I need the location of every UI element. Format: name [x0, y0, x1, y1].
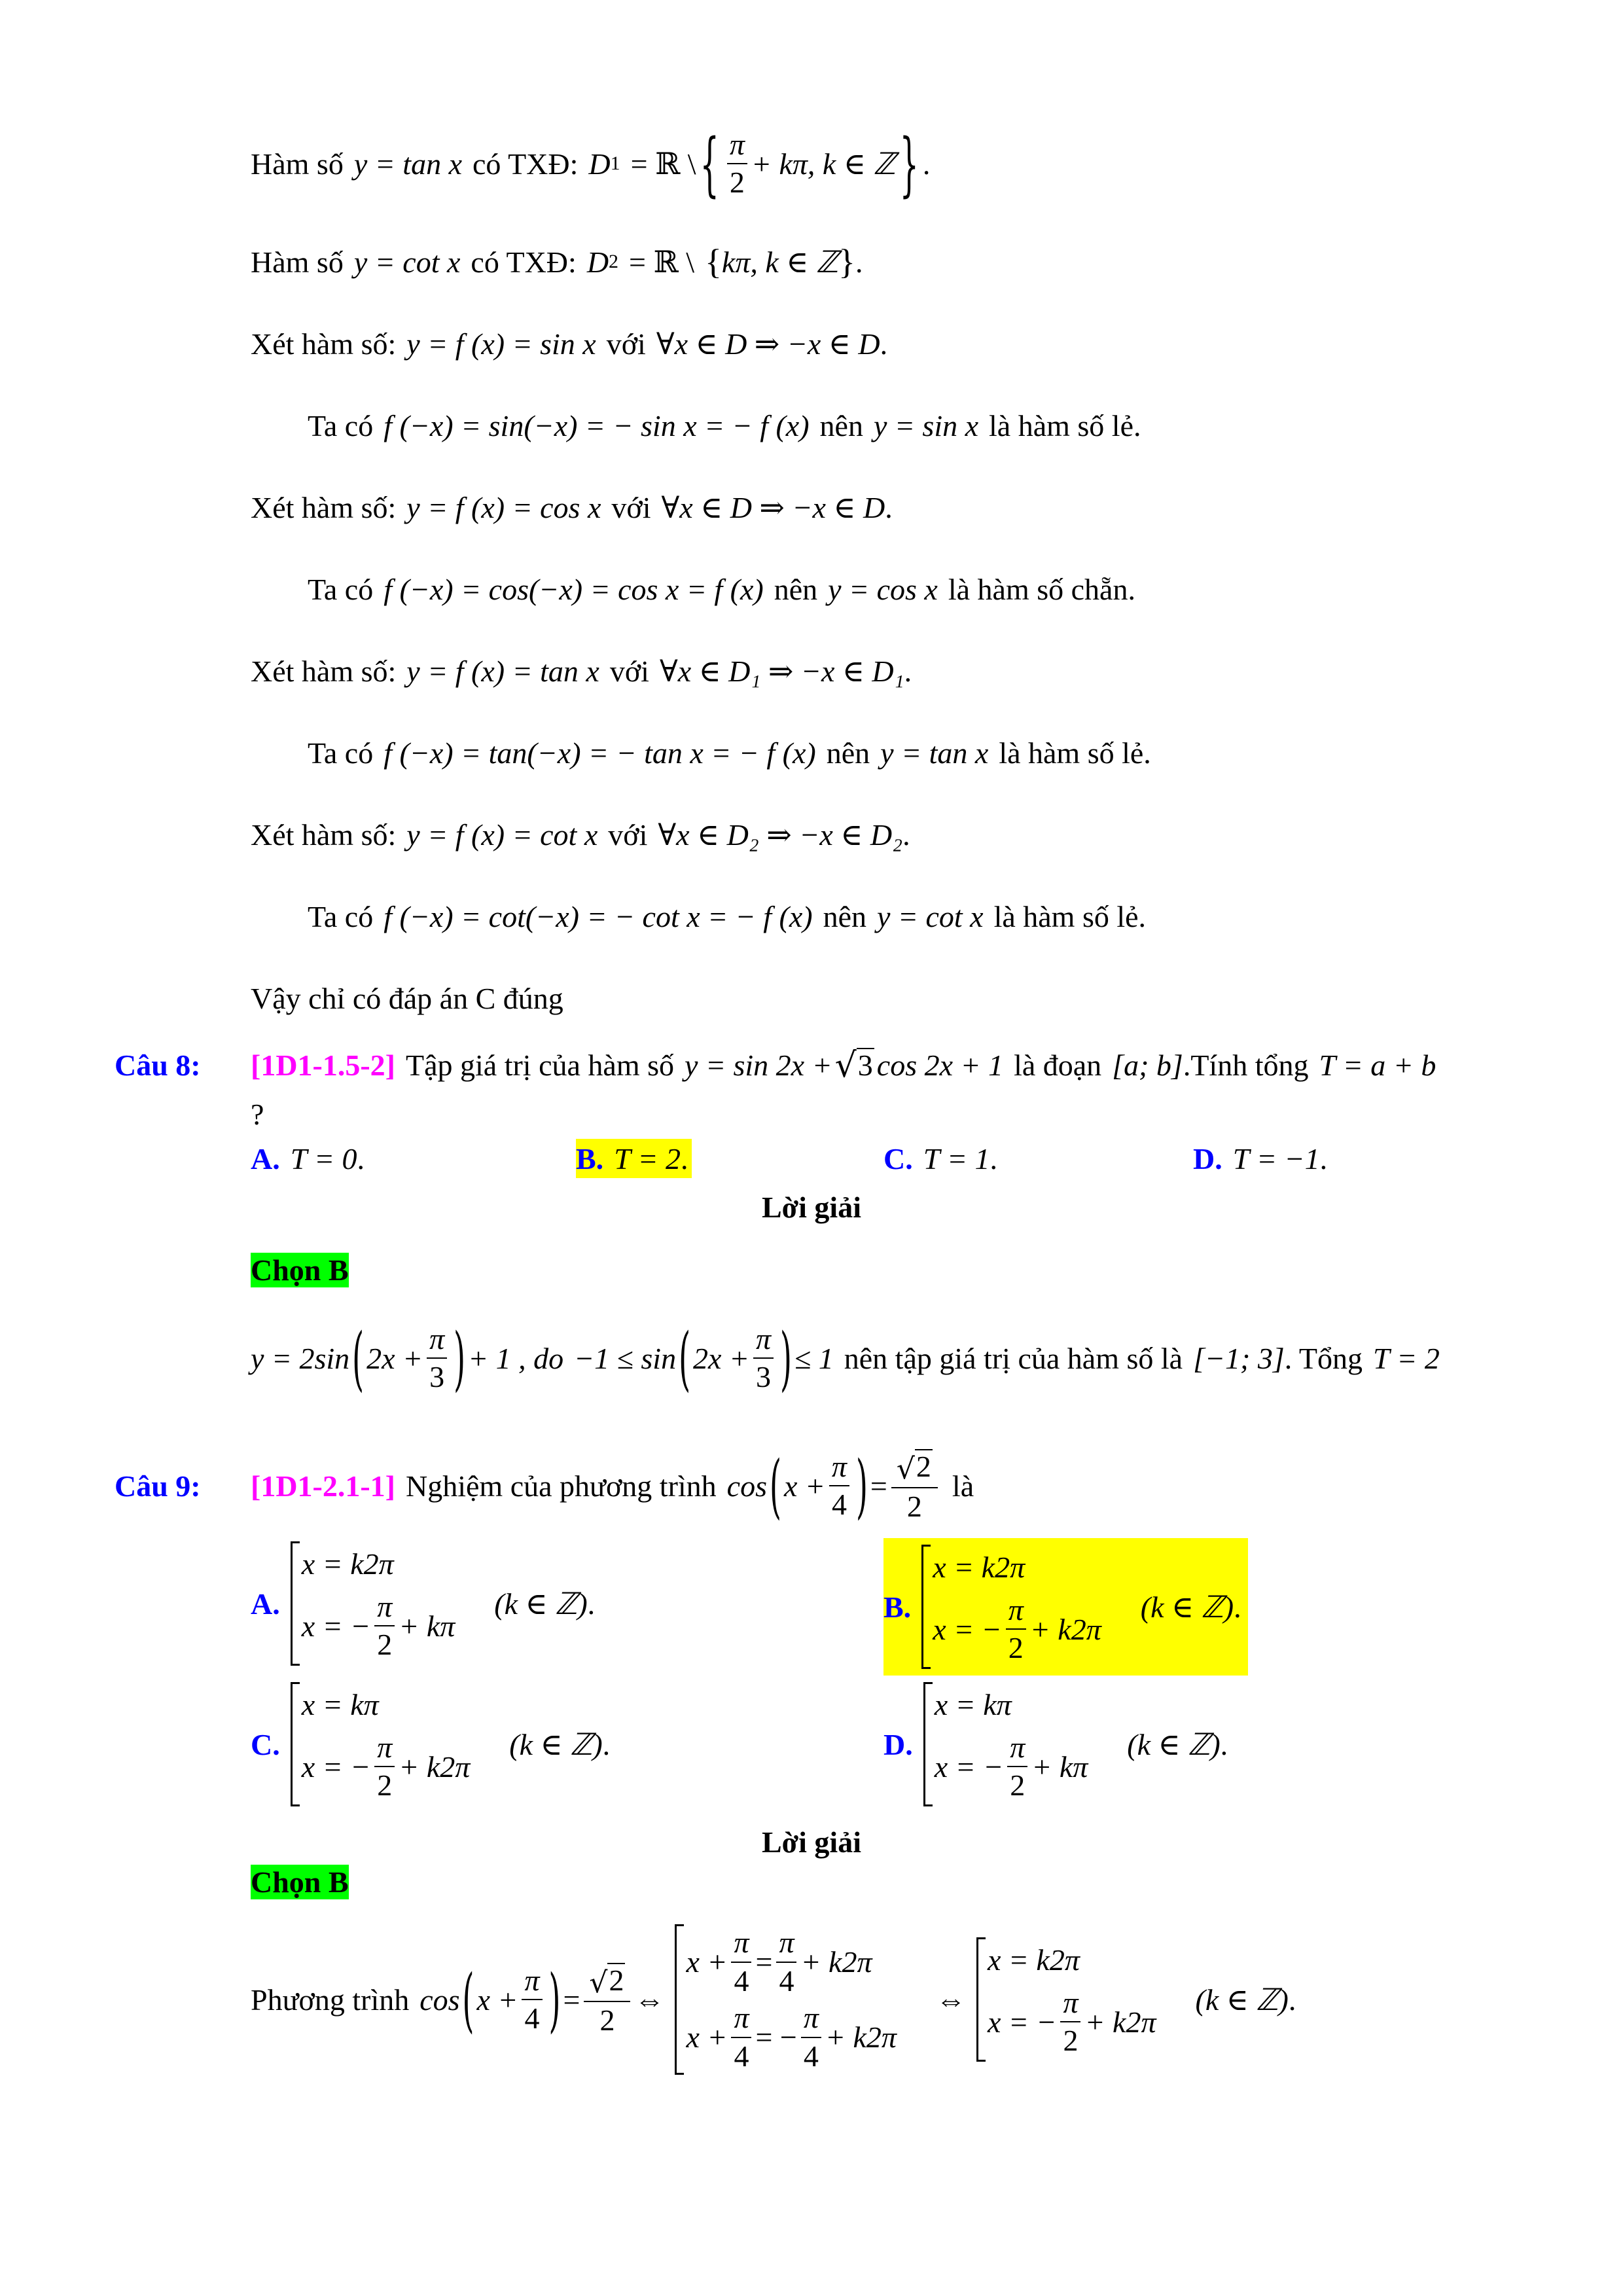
math-text: ?: [251, 1097, 264, 1131]
math-text: π: [374, 1732, 395, 1767]
math-text: π: [753, 1323, 774, 1359]
math-text: x = −: [934, 1749, 1004, 1784]
math-text: 2: [916, 1449, 931, 1483]
math-text: ⇔: [935, 1982, 966, 2017]
math-text: x = kπ: [934, 1687, 1012, 1721]
math-text: f (−x) = sin(−x) = − sin x = − f (x): [383, 408, 810, 442]
math-text: π: [731, 1927, 751, 1962]
parity-tan-result: [308, 730, 1151, 776]
fraction: [1060, 1987, 1080, 2057]
math-text: Xét hàm số:: [251, 490, 397, 524]
q8-solution-line: [251, 1319, 1440, 1397]
text: có TXĐ:: [472, 147, 579, 181]
parity-tan-line: [251, 648, 912, 694]
q9-label: [115, 1446, 201, 1525]
subscript: 1: [610, 152, 620, 174]
brace-close: }: [838, 242, 856, 281]
text: Hàm số: [251, 147, 344, 181]
q8-stem: [251, 1041, 1436, 1090]
math-text: với: [608, 817, 648, 852]
parenthesis: (: [352, 1317, 365, 1399]
math-text: x = −: [987, 2005, 1057, 2039]
math-text: (k ∈ ℤ): [1140, 1590, 1234, 1624]
brace-close: }: [899, 122, 919, 205]
math-text: x = k2π: [987, 1943, 1080, 1977]
math-text: 2x +: [693, 1341, 749, 1375]
math-text: .: [1220, 1727, 1228, 1761]
fraction: [1007, 1732, 1027, 1802]
math: = ℝ \: [630, 147, 696, 181]
math-text: [1D1-1.5-2]: [251, 1049, 395, 1082]
math-text: + 1 , do: [468, 1341, 564, 1375]
math-text: 4: [734, 2039, 749, 2073]
q9-solution-title: Lời giải: [762, 1825, 861, 1859]
fraction: [374, 1732, 395, 1802]
math-text: =: [870, 1469, 887, 1503]
text: Hàm số: [251, 245, 344, 279]
math-text: cos: [726, 1469, 767, 1503]
equation-system: [291, 1541, 455, 1666]
math-text: C.: [883, 1141, 913, 1175]
math-text: Ta có: [308, 899, 374, 933]
math-text: .: [902, 817, 910, 852]
math-text: 3: [857, 1049, 873, 1083]
math-text: + k2π: [825, 2020, 897, 2054]
math-text: T = 1: [923, 1141, 990, 1175]
parenthesis: (: [679, 1317, 691, 1399]
parenthesis: ): [548, 1958, 561, 2041]
math-text: 2: [377, 1628, 393, 1662]
math-text: 4: [734, 1964, 749, 1998]
math-text: y = f (x) = tan x: [406, 654, 599, 688]
parity-cot-line: [251, 812, 910, 857]
fraction: [727, 129, 747, 199]
fraction: [584, 1963, 630, 2036]
math-text: x = −: [301, 1749, 371, 1784]
math-text: [−1; 3]: [1193, 1341, 1285, 1375]
math-text: π: [374, 1591, 395, 1626]
q9-option-b-correct[interactable]: [883, 1538, 1248, 1676]
q9-solution-line: [251, 1921, 1296, 2078]
math: kπ, k ∈ ℤ: [721, 245, 839, 279]
fraction: [1006, 1594, 1026, 1664]
math-text: 4: [524, 2001, 540, 2035]
math-text: 2: [609, 1963, 624, 1997]
math-text: Câu 8:: [115, 1049, 201, 1082]
math-text: y = cos x: [828, 572, 938, 606]
math-text: cos: [419, 1982, 460, 2017]
math-text: với: [611, 490, 651, 524]
math-text: x = −: [933, 1612, 1002, 1646]
math-text: Vậy chỉ có đáp án C đúng: [251, 981, 563, 1015]
math-text: 3: [429, 1360, 445, 1393]
math-text: nên tập giá trị của hàm số là: [844, 1341, 1183, 1375]
math-text: + kπ: [1031, 1749, 1088, 1784]
q9-stem: [251, 1446, 974, 1525]
math-text: 2: [906, 1489, 922, 1523]
math-text: A.: [251, 1587, 280, 1621]
math-text: = −: [755, 2020, 797, 2054]
parenthesis: ): [780, 1317, 792, 1399]
math-text: ∀x ∈ D ⇒ −x ∈ D: [661, 491, 885, 524]
math-text: .: [1288, 1982, 1296, 2017]
math-text: π: [1006, 1594, 1026, 1630]
math-text: f (−x) = tan(−x) = − tan x = − f (x): [383, 736, 816, 770]
math-text: 2: [377, 1768, 393, 1803]
math: y = cot x: [353, 245, 461, 279]
math-text: . Tổng: [1284, 1341, 1363, 1375]
math-text: .: [880, 327, 888, 361]
parity-cos-line: [251, 484, 893, 530]
fraction: [522, 1965, 542, 2035]
math-text: Xét hàm số:: [251, 654, 397, 688]
subscript: 2: [609, 251, 619, 272]
math-text: .: [904, 654, 912, 688]
math-text: ∀x ∈ D₁ ⇒ −x ∈ D₁: [659, 655, 904, 688]
equation-system: [291, 1682, 471, 1806]
q8-option-c[interactable]: [883, 1139, 997, 1178]
math: D: [588, 147, 611, 181]
fraction: [801, 2002, 821, 2072]
math-text: D.: [1193, 1141, 1222, 1175]
cot-domain-line: [251, 239, 863, 285]
q8-label: [115, 1041, 201, 1090]
q8-solution-title: Lời giải: [762, 1191, 861, 1224]
fraction: [829, 1451, 849, 1521]
math-text: 4: [803, 2039, 819, 2073]
math-text: [a; b]: [1112, 1049, 1183, 1082]
parity-cot-result: [308, 893, 1146, 939]
math-text: π: [801, 2002, 821, 2037]
math-text: .: [885, 490, 893, 524]
math-text: π: [731, 2002, 751, 2037]
q8-option-d[interactable]: [1193, 1139, 1327, 1178]
math-text: .: [1234, 1590, 1241, 1624]
equation-system: [923, 1682, 1088, 1806]
math-text: T = a + b: [1319, 1049, 1436, 1082]
math-text: 2: [729, 166, 745, 199]
tan-domain-line: [251, 122, 931, 205]
equation-system: [921, 1545, 1101, 1669]
fraction: [776, 1927, 796, 1997]
math-text: B.: [883, 1590, 912, 1624]
parenthesis: (: [770, 1444, 781, 1527]
math-text: π: [1060, 1987, 1080, 2022]
math-text: T = 0: [290, 1141, 357, 1175]
math-text: y = f (x) = sin x: [406, 327, 596, 361]
q9-option-a[interactable]: [251, 1545, 595, 1662]
fraction: [427, 1323, 447, 1393]
math-text: 2: [599, 2003, 615, 2037]
math-text: 2: [1063, 2024, 1079, 2058]
q8-chosen: [251, 1250, 349, 1289]
math-text: (k ∈ ℤ): [1127, 1728, 1221, 1761]
conclusion-line: [251, 975, 563, 1021]
math-text: π: [829, 1451, 849, 1486]
equation-system: [976, 1937, 1156, 2062]
text: .: [922, 147, 931, 181]
math-text: .: [602, 1727, 611, 1761]
math-text: 2x +: [366, 1341, 423, 1375]
math-text: y = f (x) = cot x: [406, 817, 598, 852]
math-text: nên: [774, 572, 818, 606]
math-text: là hàm số lẻ.: [993, 899, 1147, 933]
equation-system: [675, 1924, 896, 2075]
math-text: y = f (x) = cos x: [406, 490, 601, 524]
math-text: nên: [826, 736, 870, 770]
text: .: [855, 245, 863, 279]
math-text: π: [727, 129, 747, 164]
math-text: [1D1-2.1-1]: [251, 1469, 395, 1503]
math-text: Chọn B: [251, 1253, 349, 1287]
math-text: cos 2x + 1: [876, 1049, 1004, 1082]
q8-option-a[interactable]: [251, 1139, 365, 1178]
math-text: .: [680, 1141, 688, 1175]
text: có TXĐ:: [471, 245, 577, 279]
math-text: với: [609, 654, 649, 688]
math-text: + k2π: [800, 1945, 872, 1979]
math-text: T = 2: [614, 1141, 681, 1175]
math-text: D.: [883, 1727, 913, 1761]
parity-cos-result: [308, 566, 1135, 612]
math-text: −1 ≤ sin: [574, 1341, 677, 1375]
math: D: [586, 245, 609, 279]
parenthesis: (: [462, 1958, 474, 2041]
math-text: T = −1: [1232, 1141, 1320, 1175]
math-text: Ta có: [308, 572, 374, 606]
parity-sin-line: [251, 321, 887, 367]
math-text: f (−x) = cos(−x) = cos x = f (x): [383, 572, 764, 606]
math-text: + k2π: [399, 1749, 471, 1784]
math-text: x +: [783, 1469, 825, 1503]
math-text: .: [990, 1141, 998, 1175]
math-text: B.: [576, 1141, 604, 1175]
math-text: Chọn B: [251, 1865, 349, 1899]
math-text: A.: [251, 1141, 280, 1175]
fraction: [891, 1449, 938, 1522]
fraction: [731, 1927, 751, 1997]
math-text: ⇔: [634, 1982, 665, 2017]
math-text: π: [522, 1965, 542, 2000]
math-text: .: [587, 1587, 596, 1621]
q8-qmark: [251, 1094, 264, 1134]
brace-open: {: [705, 242, 722, 281]
sqrt: √ 3: [834, 1045, 873, 1085]
math: y = tan x: [353, 147, 462, 181]
math-text: là hàm số lẻ.: [989, 408, 1141, 442]
math-text: x +: [686, 2020, 728, 2054]
math-text: x = k2π: [301, 1547, 394, 1581]
math-text: 2: [1008, 1631, 1024, 1665]
math-text: Tập giá trị của hàm số: [406, 1049, 675, 1082]
parity-sin-result: [308, 403, 1141, 448]
math-text: Phương trình: [251, 1982, 410, 2017]
math-text: ∀x ∈ D₂ ⇒ −x ∈ D₂: [658, 818, 903, 852]
math-text: x = kπ: [301, 1687, 379, 1721]
math-text: π: [427, 1323, 447, 1359]
math-text: T = 2: [1373, 1341, 1440, 1375]
math-text: là: [952, 1469, 974, 1503]
fraction: [731, 2002, 751, 2072]
math-text: 3: [756, 1360, 772, 1393]
fraction: [374, 1591, 395, 1661]
math-text: nên: [819, 408, 863, 442]
math-text: y = tan x: [880, 736, 989, 770]
math-text: ∀x ∈ D ⇒ −x ∈ D: [656, 327, 880, 361]
math-text: y = sin 2x +: [685, 1049, 832, 1082]
q9-option-d[interactable]: [883, 1685, 1228, 1803]
math-text: .: [1319, 1141, 1328, 1175]
math-text: f (−x) = cot(−x) = − cot x = − f (x): [383, 899, 813, 933]
math-text: y = cot x: [876, 899, 984, 933]
math: + kπ, k ∈ ℤ: [751, 147, 896, 181]
fraction: [753, 1323, 774, 1393]
math-text: y = sin x: [873, 408, 979, 442]
q8-option-b-correct[interactable]: [576, 1139, 692, 1178]
brace-open: {: [700, 122, 719, 205]
math-text: nên: [823, 899, 866, 933]
square-root: √ 2: [589, 1963, 624, 2000]
math-text: x = −: [301, 1609, 371, 1643]
math-text: π: [776, 1927, 796, 1962]
math-text: là hàm số chẵn.: [948, 572, 1135, 606]
parenthesis: ): [454, 1317, 466, 1399]
math-text: là đoạn: [1014, 1049, 1102, 1082]
square-root: √ 2: [896, 1449, 931, 1486]
math-text: + k2π: [1029, 1612, 1101, 1646]
q9-option-c[interactable]: [251, 1685, 610, 1803]
math-text: π: [1007, 1732, 1027, 1767]
math-text: x +: [476, 1982, 518, 2017]
math-text: Xét hàm số:: [251, 817, 397, 852]
math-text: Nghiệm của phương trình: [406, 1469, 717, 1503]
math-text: x = k2π: [933, 1550, 1026, 1584]
math-text: + k2π: [1084, 2005, 1156, 2039]
math-text: (k ∈ ℤ): [1195, 1983, 1289, 2017]
q9-chosen: [251, 1862, 349, 1901]
math-text: y = 2sin: [251, 1341, 350, 1375]
math-text: =: [755, 1945, 773, 1979]
math-text: Ta có: [308, 736, 374, 770]
math-text: Xét hàm số:: [251, 327, 397, 361]
parenthesis: ): [855, 1444, 868, 1527]
math-text: x +: [686, 1945, 728, 1979]
math-text: ≤ 1: [794, 1341, 834, 1375]
math-text: .Tính tổng: [1183, 1049, 1309, 1082]
math-text: 2: [1010, 1768, 1026, 1803]
math-text: Ta có: [308, 408, 374, 442]
math-text: C.: [251, 1727, 280, 1761]
math-text: 4: [831, 1488, 847, 1521]
math-text: là hàm số lẻ.: [999, 736, 1151, 770]
math-text: với: [606, 327, 646, 361]
math-text: =: [563, 1982, 580, 2017]
math-text: (k ∈ ℤ): [509, 1728, 603, 1761]
math-text: (k ∈ ℤ): [494, 1587, 588, 1621]
math: = ℝ \: [629, 245, 694, 279]
math-text: 4: [779, 1964, 794, 1998]
math-text: Câu 9:: [115, 1469, 201, 1503]
math-text: .: [357, 1141, 365, 1175]
math-text: + kπ: [399, 1609, 455, 1643]
